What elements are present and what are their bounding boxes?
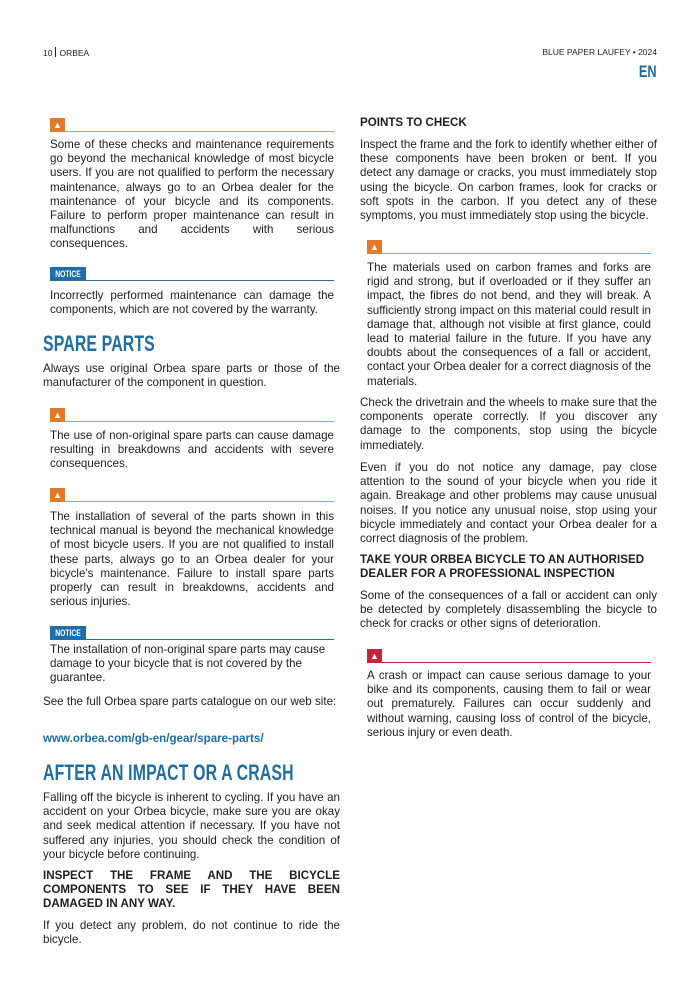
- section-heading-crash: AFTER AN IMPACT OR A CRASH: [43, 760, 294, 785]
- subheading-points-to-check: POINTS TO CHECK: [360, 116, 467, 129]
- page-header-left: [43, 47, 89, 58]
- danger-bar: [367, 649, 651, 663]
- danger-text: A crash or impact can cause serious damage to your bike and its components, causing them to fail or wear out prematurely. Failures can occur suddenly and without warning, causing loss of control of the bicycle, serious injury or even death.: [367, 669, 651, 739]
- warning-text: The use of non-original spare parts can cause damage resulting in breakdowns and accidents with severe consequences.: [50, 429, 334, 471]
- warning-text: Some of these checks and maintenance requirements go beyond the mechanical knowledge of most bicycle users. If you are not qualified to perform the necessary maintenance, always go to an Orbea dealer for the maintenance of your bicycle and its components. Failure to perform proper maintenance can result in malfunctions and accidents with serious consequences.: [50, 138, 334, 251]
- notice-bar: [50, 626, 334, 640]
- language-label: EN: [639, 62, 657, 81]
- paragraph: Always use original Orbea spare parts or those of the manufacturer of the component in question.: [43, 362, 340, 390]
- bold-paragraph: INSPECT THE FRAME AND THE BICYCLE COMPONENTS TO SEE IF THEY HAVE BEEN DAMAGED IN ANY WAY.: [43, 869, 340, 911]
- brand-name: ORBEA: [59, 48, 90, 58]
- warning-icon: ▲: [50, 408, 65, 422]
- paragraph: Some of the consequences of a fall or accident can only be detected by completely disassembling the bicycle to check for cracks or other signs of deterioration.: [360, 589, 657, 631]
- paragraph: Check the drivetrain and the wheels to make sure that the components operate correctly. If you discover any damage to the components, stop using the bicycle immediately.: [360, 396, 657, 452]
- spare-parts-link[interactable]: www.orbea.com/gb-en/gear/spare-parts/: [43, 732, 264, 745]
- paragraph: Falling off the bicycle is inherent to cycling. If you have an accident on your Orbea bicycle, make sure you are okay and seek medical attention if necessary. If you have not suffered any injuries, you should check the condition of your bicycle before continuing.: [43, 791, 340, 861]
- doc-title: BLUE PAPER LAUFEY • 2024: [542, 47, 657, 57]
- page-number: 10: [43, 48, 53, 58]
- paragraph: If you detect any problem, do not continue to ride the bicycle.: [43, 919, 340, 947]
- warning-icon: ▲: [367, 240, 382, 254]
- notice-text: The installation of non-original spare parts may cause damage to your bicycle that is not covered by the guarantee.: [50, 643, 326, 685]
- danger-icon: ▲: [367, 649, 382, 663]
- section-heading-spare-parts: SPARE PARTS: [43, 331, 155, 356]
- warning-bar: [50, 488, 334, 502]
- warning-bar: [367, 240, 651, 254]
- notice-text: Incorrectly performed maintenance can damage the components, which are not covered by the warranty.: [50, 289, 334, 317]
- warning-icon: ▲: [50, 488, 65, 502]
- warning-bar: [50, 408, 334, 422]
- notice-label: NOTICE: [55, 628, 81, 638]
- paragraph: Even if you do not notice any damage, pay close attention to the sound of your bicycle when you ride it again. Breakage and other problems may cause unusual noises. If you notice any unusual noise, stop using your bicycle immediately and contact your Orbea dealer for a correct diagnosis of the problem.: [360, 461, 657, 546]
- warning-bar: [50, 118, 334, 132]
- warning-text: The installation of several of the parts shown in this technical manual is beyond the mechanical knowledge of most bicycle users. If you are not qualified to install these parts, always go to an Orbea dealer for your bicycle's maintenance. Failure to install spare parts properly can result in breakdowns, accidents and serious injuries.: [50, 510, 334, 609]
- warning-icon: ▲: [50, 118, 65, 132]
- paragraph: See the full Orbea spare parts catalogue on our web site:: [43, 695, 337, 708]
- notice-bar: [50, 267, 334, 281]
- warning-text: The materials used on carbon frames and forks are rigid and strong, but if overloaded or if they suffer an impact, the fibres do not bend, and they will break. A sufficiently strong impact on this material could result in damage that, although not visible at first glance, could lead to material failure in the future. If you have any doubts about the consequences of a fall or accident, contact your Orbea dealer for a correct diagnosis of the materials.: [367, 261, 651, 388]
- paragraph: Inspect the frame and the fork to identify whether either of these components have been broken or bent. If you detect any damage or cracks, you must immediately stop using the bicycle. On carbon frames, look for cracks or soft spots in the carbon. If you detect any of these symptoms, you must immediately stop using the bicycle.: [360, 138, 657, 223]
- notice-label: NOTICE: [55, 269, 81, 279]
- bold-paragraph: TAKE YOUR ORBEA BICYCLE TO AN AUTHORISED DEALER FOR A PROFESSIONAL INSPECTION: [360, 553, 645, 581]
